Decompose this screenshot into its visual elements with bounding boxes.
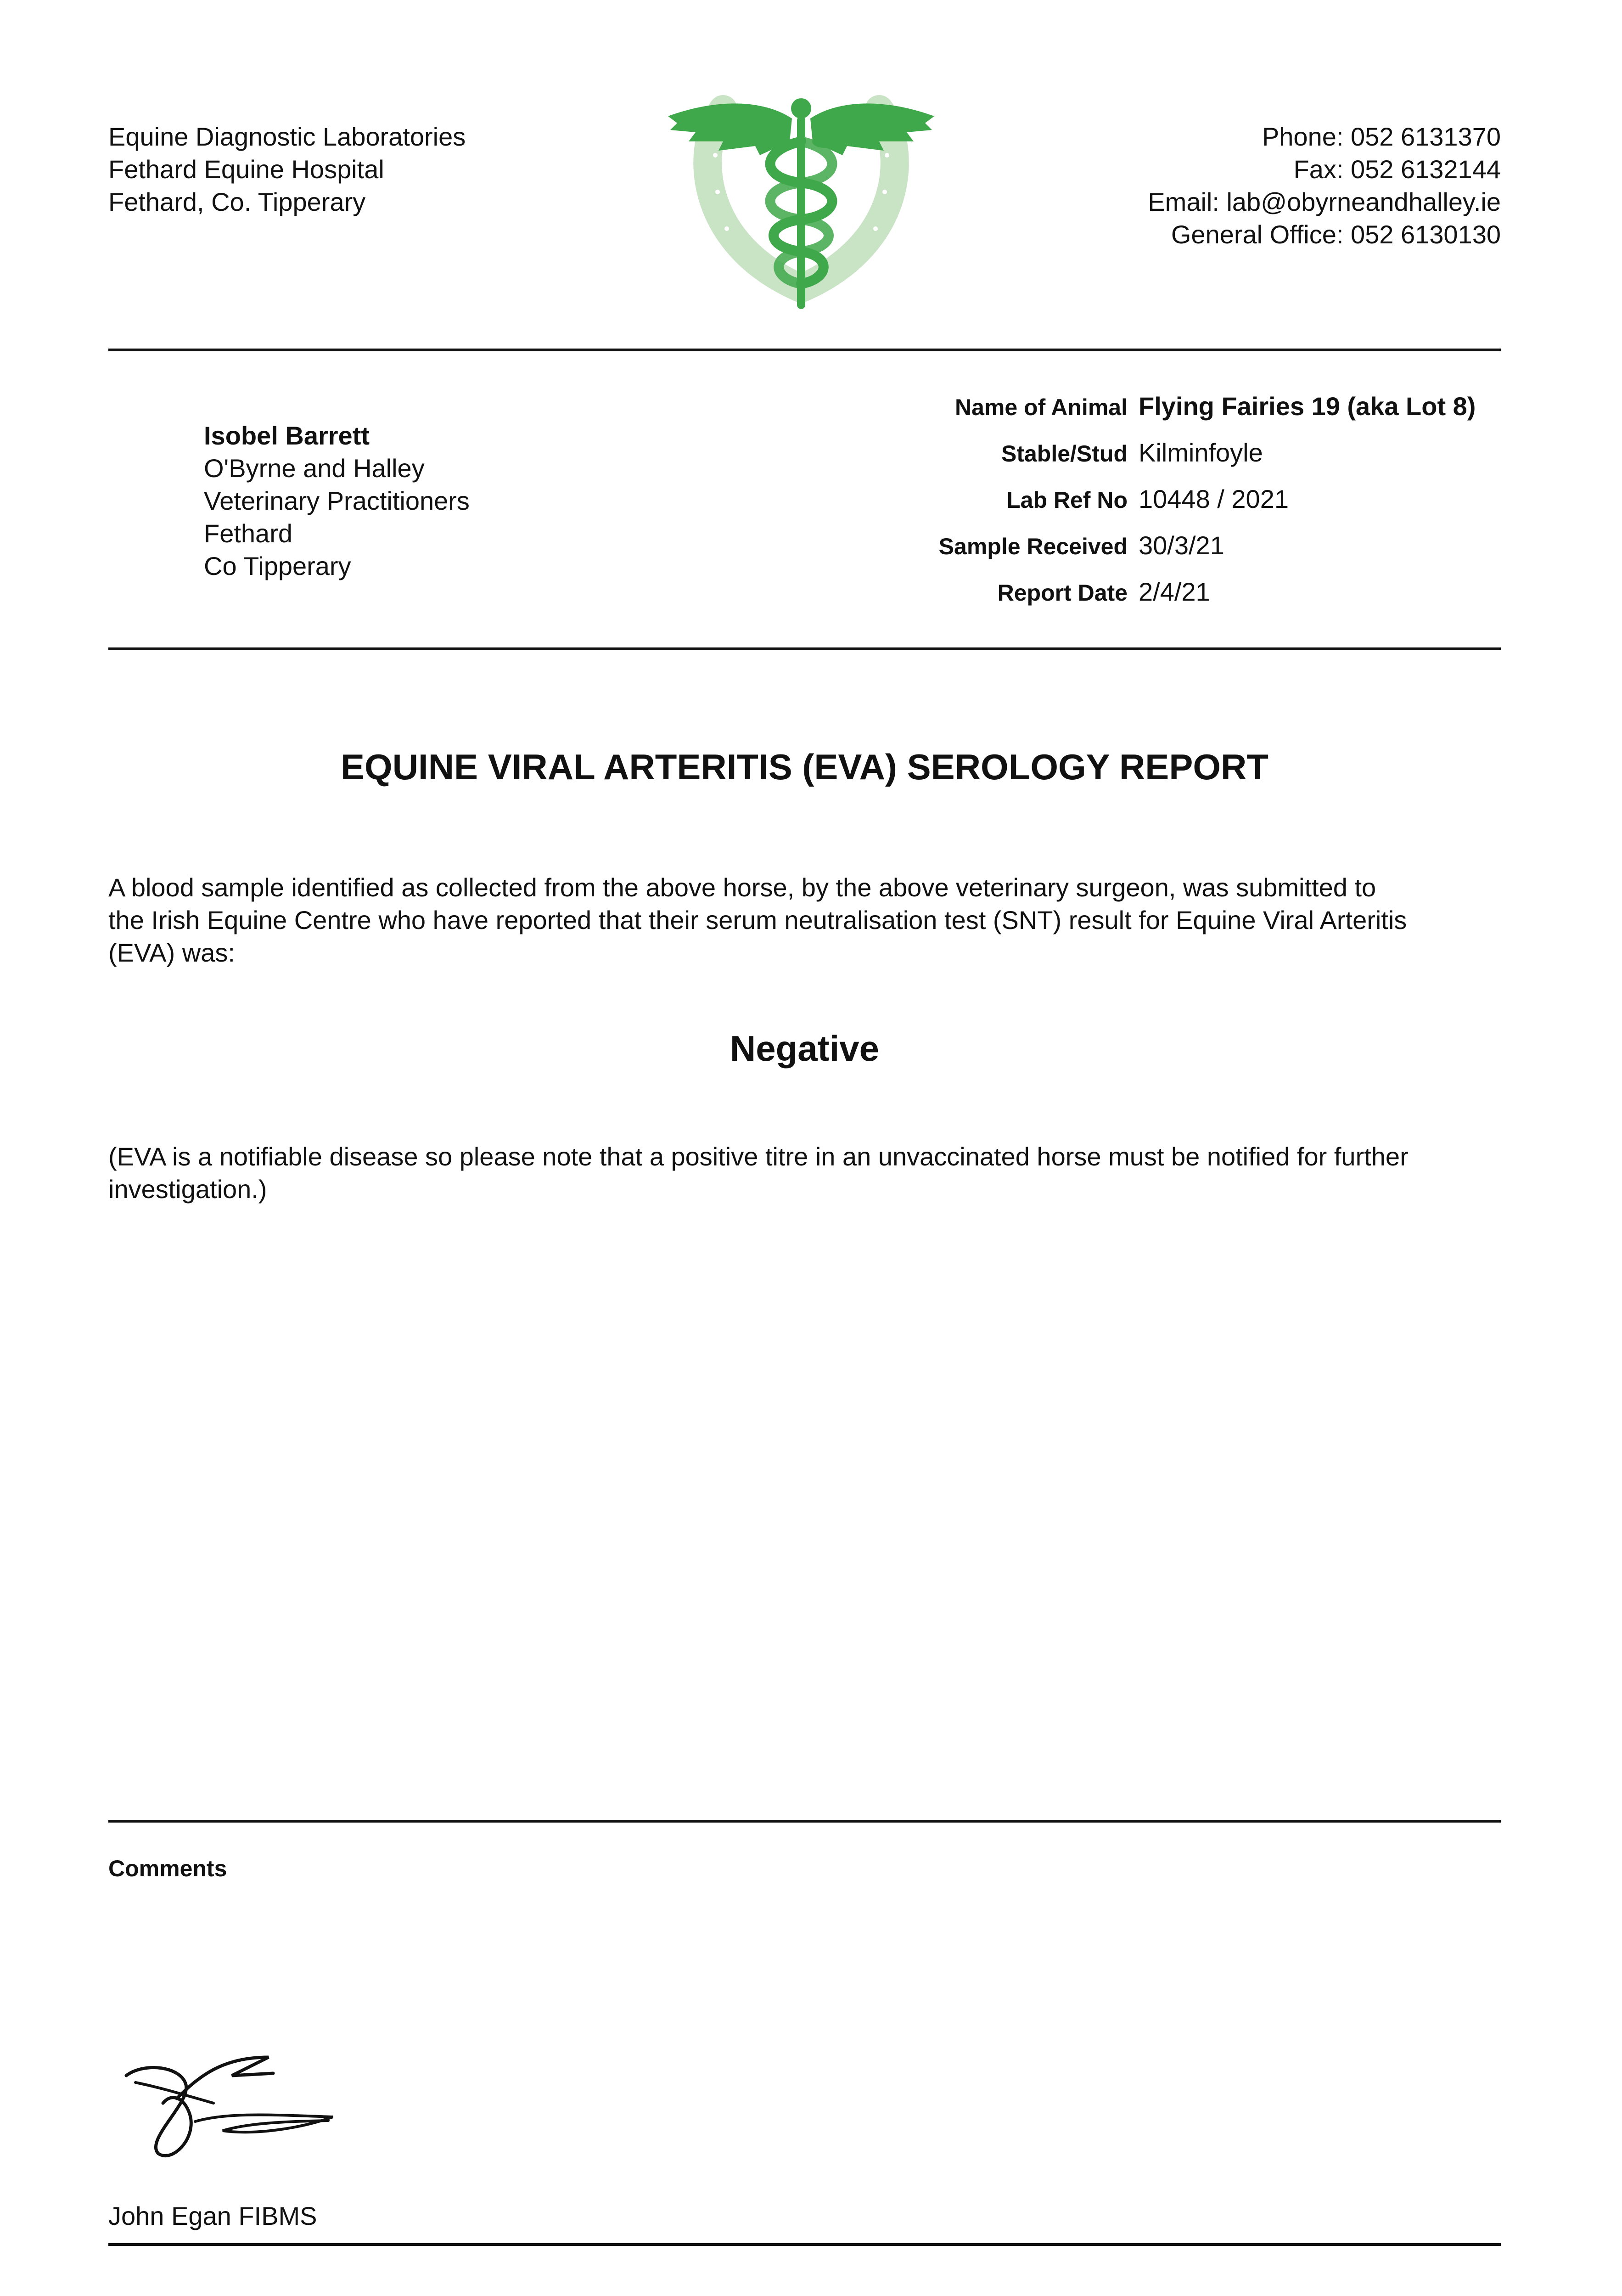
- contact-details: [1148, 120, 1501, 251]
- header-divider: [108, 349, 1501, 351]
- lab-location: Fethard, Co. Tipperary: [108, 187, 366, 216]
- caduceus-horseshoe-logo: [668, 91, 934, 321]
- comments-label: Comments: [108, 1856, 227, 1881]
- signature-image: [117, 2048, 347, 2167]
- note-line: investigation.): [108, 1175, 267, 1204]
- detail-row-sample-received: [808, 530, 1497, 577]
- detail-row-stable: [808, 438, 1497, 484]
- fax: Fax: 052 6132144: [1293, 155, 1501, 184]
- detail-row-animal: [808, 391, 1497, 438]
- detail-label: Stable/Stud: [1001, 441, 1128, 467]
- detail-value: Kilminfoyle: [1139, 438, 1263, 467]
- note-line: (EVA is a notifiable disease so please note that a positive titre in an unvaccinated horse must be notified for further: [108, 1142, 1409, 1171]
- notifiable-note: [108, 1140, 1501, 1205]
- footer-divider: [108, 2243, 1501, 2246]
- recipient-line: Veterinary Practitioners: [204, 486, 470, 515]
- detail-label: Report Date: [997, 580, 1128, 606]
- detail-value: 10448 / 2021: [1139, 484, 1289, 513]
- email: Email: lab@obyrneandhalley.ie: [1148, 187, 1501, 216]
- recipient-address: [204, 419, 470, 582]
- sample-details: [808, 391, 1497, 623]
- detail-label: Sample Received: [938, 534, 1128, 559]
- phone: Phone: 052 6131370: [1262, 122, 1501, 151]
- report-body-line: A blood sample identified as collected from the above horse, by the above veterinary surgeon, was submitted to: [108, 873, 1376, 902]
- recipient-name: Isobel Barrett: [204, 421, 370, 450]
- report-title: EQUINE VIRAL ARTERITIS (EVA) SEROLOGY REPORT: [341, 747, 1268, 787]
- detail-label: Name of Animal: [954, 394, 1128, 420]
- lab-hospital: Fethard Equine Hospital: [108, 155, 384, 184]
- detail-value: 30/3/21: [1139, 531, 1224, 560]
- detail-label: Lab Ref No: [1006, 487, 1128, 513]
- detail-value: 2/4/21: [1139, 577, 1210, 606]
- report-body: [108, 871, 1501, 969]
- detail-row-lab-ref: [808, 484, 1497, 530]
- report-body-line: the Irish Equine Centre who have reported that their serum neutralisation test (SNT) result for Equine Viral Arteritis: [108, 906, 1407, 934]
- signatory-name: John Egan FIBMS: [108, 2201, 317, 2230]
- detail-row-report-date: [808, 577, 1497, 623]
- comments-divider: [108, 1820, 1501, 1823]
- recipient-line: Fethard: [204, 519, 292, 548]
- general-office: General Office: 052 6130130: [1171, 220, 1501, 249]
- lab-name: Equine Diagnostic Laboratories: [108, 122, 466, 151]
- recipient-line: Co Tipperary: [204, 551, 351, 580]
- detail-value: Flying Fairies 19 (aka Lot 8): [1139, 392, 1476, 421]
- lab-address: [108, 120, 466, 218]
- test-result: Negative: [730, 1028, 880, 1069]
- recipient-line: O'Byrne and Halley: [204, 454, 425, 483]
- details-divider: [108, 647, 1501, 650]
- report-body-line: (EVA) was:: [108, 938, 235, 967]
